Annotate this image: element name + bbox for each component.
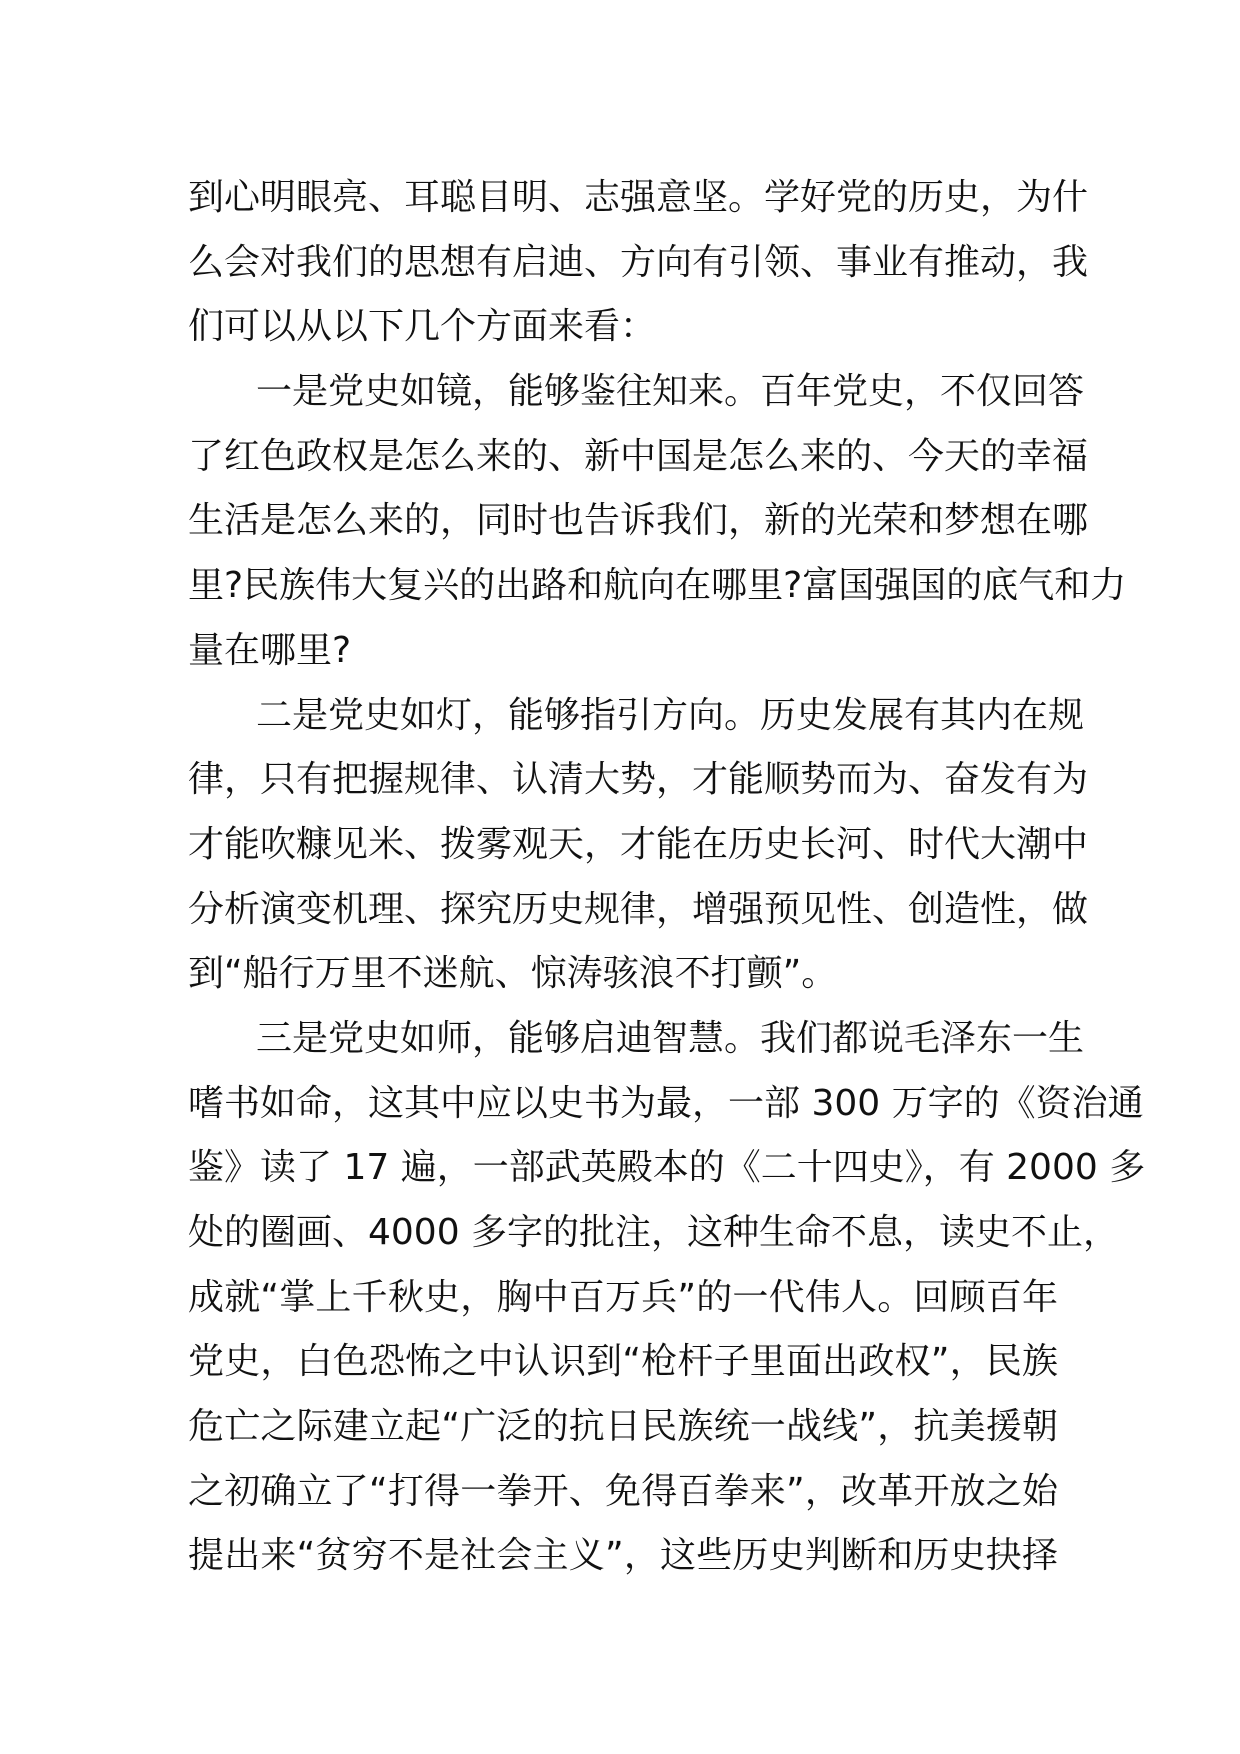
text-line: 律，只有把握规律、认清大势，才能顺势而为、奋发有为 bbox=[188, 759, 1089, 801]
text-line: 到“船行万里不迷航、惊涛骇浪不打颤”。 bbox=[188, 953, 838, 995]
text-line: 们可以从以下几个方面来看： bbox=[188, 306, 657, 348]
text-line: 提出来“贫穷不是社会主义”，这些历史判断和历史抉择 bbox=[188, 1535, 1058, 1577]
text-line: 量在哪里? bbox=[188, 629, 352, 671]
text-line: 之初确立了“打得一拳开、免得百拳来”，改革开放之始 bbox=[188, 1470, 1058, 1512]
text-line: 分析演变机理、探究历史规律，增强预见性、创造性，做 bbox=[188, 888, 1089, 930]
text-line: 里?民族伟大复兴的出路和航向在哪里?富国强国的底气和力 bbox=[188, 565, 1127, 607]
text-line: 到心明眼亮、耳聪目明、志强意坚。学好党的历史，为什 bbox=[188, 177, 1089, 218]
text-line: 三是党史如师，能够启迪智慧。我们都说毛泽东一生 bbox=[256, 1017, 1085, 1059]
text-line: 党史，白色恐怖之中认识到“枪杆子里面出政权”，民族 bbox=[188, 1341, 1058, 1383]
text-line: 么会对我们的思想有启迪、方向有引领、事业有推动，我 bbox=[188, 241, 1089, 283]
text-line: 危亡之际建立起“广泛的抗日民族统一战线”，抗美援朝 bbox=[188, 1406, 1058, 1448]
text-line: 一是党史如镜，能够鉴往知来。百年党史，不仅回答 bbox=[256, 371, 1085, 413]
body-text bbox=[188, 166, 1146, 1589]
text-line: 了红色政权是怎么来的、新中国是怎么来的、今天的幸福 bbox=[188, 435, 1089, 477]
text-line: 二是党史如灯，能够指引方向。历史发展有其内在规 bbox=[256, 694, 1085, 736]
text-line: 鉴》读了 17 遍，一部武英殿本的《二十四史》，有 2000 多 bbox=[188, 1147, 1146, 1189]
text-line: 成就“掌上千秋史，胸中百万兵”的一代伟人。回顾百年 bbox=[188, 1276, 1058, 1318]
text-line: 生活是怎么来的，同时也告诉我们，新的光荣和梦想在哪 bbox=[188, 500, 1089, 542]
text-line: 嗜书如命，这其中应以史书为最，一部 300 万字的《资治通 bbox=[188, 1082, 1144, 1124]
text-line: 才能吹糠见米、拨雾观天，才能在历史长河、时代大潮中 bbox=[188, 823, 1089, 865]
text-line: 处的圈画、4000 多字的批注，这种生命不息，读史不止， bbox=[188, 1212, 1120, 1253]
